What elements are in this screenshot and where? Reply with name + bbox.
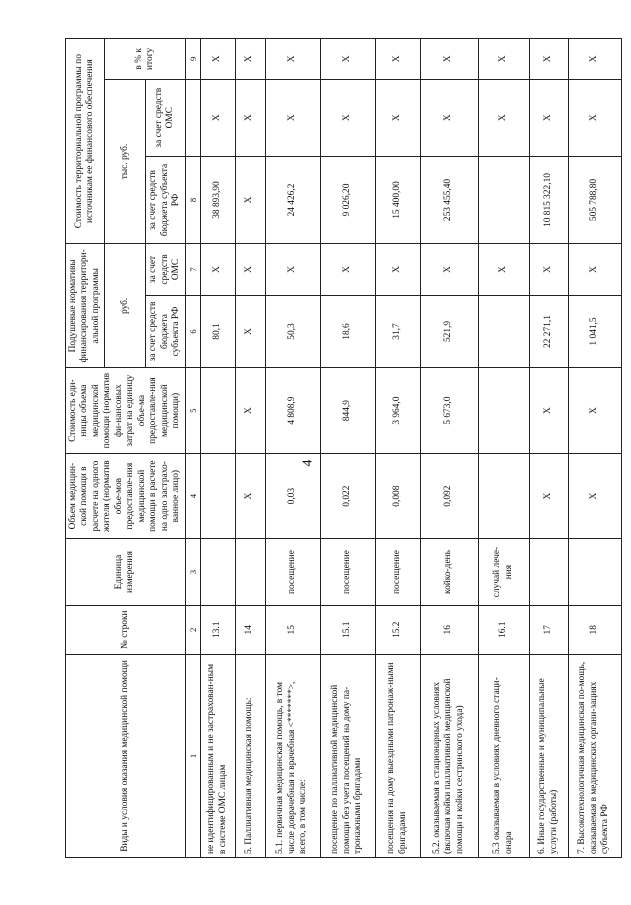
row-pct: X [265,39,320,80]
row-norm-budget: 521,9 [420,295,478,368]
col-number: 2 [185,605,200,654]
row-norm-budget: 22 271,1 [529,295,568,368]
row-unit: койко-день [420,539,478,605]
col-number: 3 [185,539,200,605]
row-unit-cost: 844,9 [320,368,375,454]
row-unit: посещение [265,539,320,605]
row-pct: X [420,39,478,80]
header-volume: Объем медицин-ской помощи в расчете на одного жителя (норматив объе-мов предоставле-ния медицинской помощи в расчете на одно застрахо-ванное лицо) [66,453,186,539]
row-cost-oms: X [235,79,265,156]
table-row [568,39,621,858]
row-pct: X [568,39,621,80]
col-number: 5 [185,368,200,454]
row-cost-oms: X [320,79,375,156]
row-unit [529,539,568,605]
financing-table [65,38,622,858]
row-name: 7. Высокотехнологичная медицинская по-мощь, оказываемая в медицинских органи-зациях субъекта РФ [568,654,621,857]
row-norm-budget: 80,1 [200,295,235,368]
rotated-table-wrapper [65,38,623,858]
row-line-no: 13.1 [200,605,235,654]
row-norm-oms: X [375,244,420,295]
row-unit: случай лече-ния [478,539,529,605]
row-unit-cost: 3 964,0 [375,368,420,454]
row-cost-budget: X [235,156,265,244]
row-unit-cost [478,368,529,454]
row-norm-oms: X [320,244,375,295]
table-row [265,39,320,858]
header-kind: Виды и условия оказания медицинской помощи [66,654,186,857]
row-unit-cost [200,368,235,454]
row-cost-oms: X [420,79,478,156]
header-cost-oms: за счет средств ОМС [146,79,185,156]
row-pct: X [478,39,529,80]
row-name: 5. Паллиативная медицинская помощь: [235,654,265,857]
row-volume: X [529,453,568,539]
row-norm-oms: X [478,244,529,295]
row-cost-budget: 15 400,00 [375,156,420,244]
row-unit-cost: X [235,368,265,454]
table-row [375,39,420,858]
row-name: 5.2. оказываемая в стационарных условиях (включая койки паллиативной медицинской помощи и койки сестринского ухода) [420,654,478,857]
row-name: посещение по паллиативной медицинской помощи без учета посещений на дому па-тронажными бригадами [320,654,375,857]
col-number: 1 [185,654,200,857]
header-thous-rub: тыс. руб. [105,79,146,244]
header-norm-budget: за счет средств бюджета субъекта РФ [146,295,185,368]
row-volume: 0,092 [420,453,478,539]
table-row [420,39,478,858]
row-unit: посещение [375,539,420,605]
row-cost-oms: X [265,79,320,156]
row-norm-oms: X [235,244,265,295]
row-unit [568,539,621,605]
header-rub: руб. [105,244,146,368]
row-volume: 0,008 [375,453,420,539]
row-pct: X [375,39,420,80]
header-percent: в % к итогу [105,39,185,80]
row-norm-budget: 1 041,5 [568,295,621,368]
row-unit-cost: 4 808,9 [265,368,320,454]
row-norm-oms: X [568,244,621,295]
row-line-no: 14 [235,605,265,654]
table-row [529,39,568,858]
table-row [235,39,265,858]
row-cost-budget: 10 815 322,10 [529,156,568,244]
col-number: 9 [185,39,200,80]
row-line-no: 15.1 [320,605,375,654]
row-norm-budget: X [235,295,265,368]
row-pct: X [529,39,568,80]
header-per-capita-norms: Подушевые нормативы финансирования территори-альной программы [66,244,105,368]
row-unit-cost: X [529,368,568,454]
row-cost-budget: 24 426,2 [265,156,320,244]
row-name: не идентифицированным и не застрахован-ным в системе ОМС лицам [200,654,235,857]
row-norm-oms: X [529,244,568,295]
row-name: посещения на дому выездными патронаж-ными бригадами [375,654,420,857]
header-cost-budget: за счет средств бюджета субъекта РФ [146,156,185,244]
row-pct: X [320,39,375,80]
header-unit: Единица измерения [66,539,186,605]
row-unit [200,539,235,605]
row-norm-oms: X [420,244,478,295]
row-cost-oms: X [529,79,568,156]
row-unit-cost: 5 673,0 [420,368,478,454]
table-row [320,39,375,858]
row-volume [200,453,235,539]
row-line-no: 16.1 [478,605,529,654]
header-line-no: № строки [66,605,186,654]
row-name: 5.3 оказываемая в условиях дневного стаци-онара [478,654,529,857]
row-cost-budget: 253 455,40 [420,156,478,244]
row-cost-budget: 9 026,20 [320,156,375,244]
col-number: 4 [185,453,200,539]
row-volume: X [235,453,265,539]
row-pct: X [200,39,235,80]
row-volume: X [568,453,621,539]
row-volume: 0,03 [265,453,320,539]
row-unit: посещение [320,539,375,605]
row-line-no: 15 [265,605,320,654]
row-norm-oms: X [200,244,235,295]
row-cost-oms: X [375,79,420,156]
col-number: 8 [185,156,200,244]
row-norm-budget [478,295,529,368]
row-volume [478,453,529,539]
row-pct: X [235,39,265,80]
row-norm-budget: 50,3 [265,295,320,368]
row-volume: 0,022 [320,453,375,539]
row-cost-budget: 505 788,80 [568,156,621,244]
header-norm-oms: за счет средств ОМС [146,244,185,295]
row-unit [235,539,265,605]
column-number-row [185,39,200,858]
col-number: 7 [185,244,200,295]
row-name: 5.1. первичная медицинская помощь, в том числе доврачебная и врачебная <*******>, всего, в том числе: [265,654,320,857]
row-norm-budget: 18,6 [320,295,375,368]
table-row [200,39,235,858]
row-line-no: 15.2 [375,605,420,654]
row-norm-oms: X [265,244,320,295]
col-number: 6 [185,295,200,368]
page-number: 4 [300,459,316,467]
row-unit-cost: X [568,368,621,454]
row-line-no: 18 [568,605,621,654]
row-name: 6. Иные государственные и муниципальные услуги (работы) [529,654,568,857]
row-cost-budget [478,156,529,244]
header-unit-cost: Стоимость еди-ницы объема медицинской помощи (норматив фи-нансовых затрат на единицу объе-ма предоставле-ния медицинской помощи) [66,368,186,454]
row-norm-budget: 31,7 [375,295,420,368]
row-line-no: 17 [529,605,568,654]
header-program-cost: Стоимость территориальной программы по источникам ее финансового обеспечения [66,39,105,244]
row-line-no: 16 [420,605,478,654]
row-cost-budget: 38 893,90 [200,156,235,244]
table-row [478,39,529,858]
row-cost-oms: X [478,79,529,156]
row-cost-oms: X [568,79,621,156]
row-cost-oms: X [200,79,235,156]
